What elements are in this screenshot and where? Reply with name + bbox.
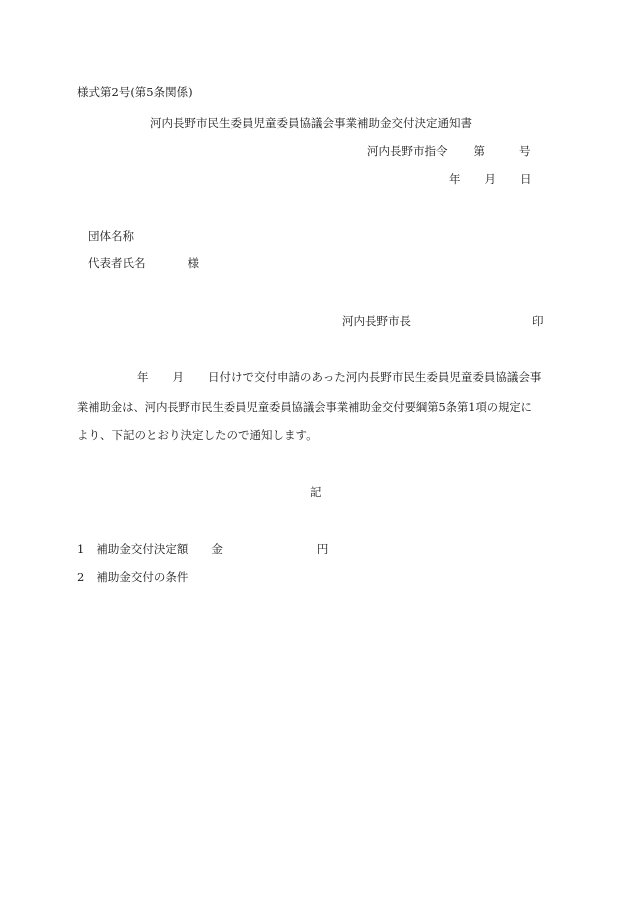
body-line-1-text: 日付けで交付申請のあった河内長野市民生委員児童委員協議会事 — [208, 370, 542, 384]
representative-label: 代表者氏名 — [88, 256, 146, 270]
honorific: 様 — [187, 256, 199, 270]
item-2 — [77, 572, 188, 584]
document-title: 河内長野市民生委員児童委員協議会事業補助金交付決定通知書 — [150, 116, 472, 130]
date-month: 月 — [484, 172, 496, 186]
body-line-1 — [137, 372, 541, 384]
item-1 — [77, 544, 328, 556]
date-year: 年 — [449, 172, 461, 186]
item-1-kin: 金 — [211, 542, 223, 556]
document-number — [367, 146, 531, 158]
item-1-en: 円 — [316, 542, 329, 556]
item-2-label: 補助金交付の条件 — [96, 570, 189, 584]
representative-line — [88, 258, 199, 270]
item-1-number: 1 — [77, 542, 85, 556]
body-month: 月 — [172, 370, 184, 384]
date-day: 日 — [520, 172, 532, 186]
issue-date — [449, 174, 532, 186]
organization-label: 団体名称 — [88, 229, 134, 243]
item-2-number: 2 — [77, 570, 85, 584]
seal-mark: 印 — [532, 314, 544, 328]
form-label: 様式第2号(第5条関係) — [77, 85, 193, 99]
body-year: 年 — [137, 370, 149, 384]
issuer-line — [342, 316, 544, 328]
document-number-dai: 第 — [473, 144, 485, 158]
document-number-prefix: 河内長野市指令 — [367, 144, 448, 158]
body-line-2: 業補助金は、河内長野市民生委員児童委員協議会事業補助金交付要綱第5条第1項の規定に — [77, 401, 532, 414]
item-1-label: 補助金交付決定額 — [96, 542, 189, 556]
ki-heading: 記 — [310, 485, 322, 499]
body-line-3: より、下記のとおり決定したので通知します。 — [77, 428, 318, 442]
document-number-go: 号 — [519, 144, 531, 158]
issuer-name: 河内長野市長 — [342, 314, 411, 328]
